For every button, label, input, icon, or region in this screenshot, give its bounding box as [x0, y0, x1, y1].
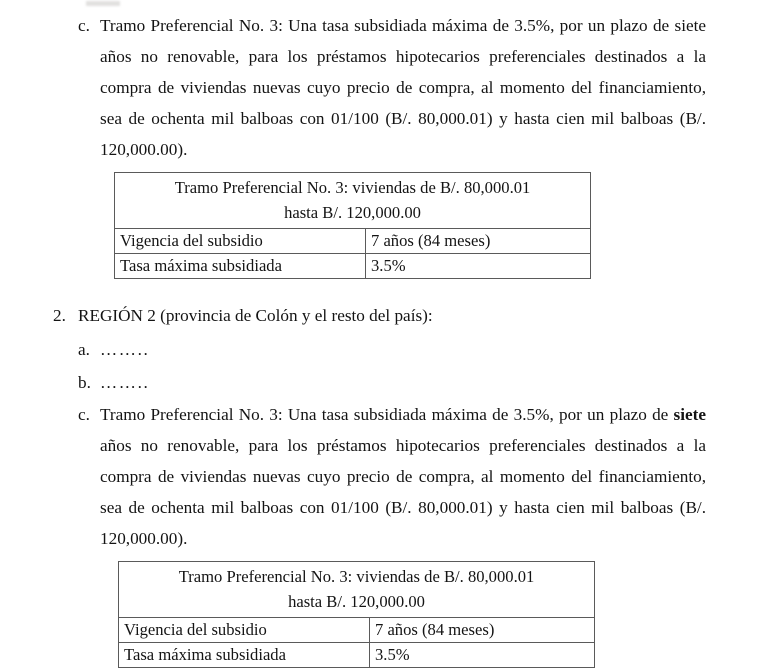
scan-artifact-smudge — [86, 1, 120, 6]
paragraph-c-first-part1: Tramo Preferencial No. 3: Una tasa subsidiada máxima de 3.5%, por un plazo de — [100, 16, 675, 35]
table-2-row-0-value: 7 años (84 meses) — [370, 618, 595, 643]
list-marker-region-2: 2. — [53, 306, 66, 325]
paragraph-c-second-part2: años no renovable, para los préstamos hipotecarios preferenciales destinados a la compra de viviendas nuevas cuyo precio de compra, al momento del financiamiento, sea de ochenta mil balboas con 01/100 (B/. 80,000.01) y hasta cien mil balboas (B/. 120,000.00). — [100, 436, 706, 548]
table-row — [119, 618, 595, 643]
subsidy-table-1 — [114, 172, 591, 279]
list-item-b-text: …….. — [100, 373, 150, 392]
list-item-b — [78, 367, 378, 398]
subsidy-table-2 — [118, 561, 595, 668]
table-2-header-line-2: hasta B/. 120,000.00 — [288, 592, 425, 611]
paragraph-c-first-emphasis: siete — [674, 16, 706, 35]
list-item-a-text: …….. — [100, 340, 150, 359]
list-item-a — [78, 334, 378, 365]
region-2-heading-text: REGIÓN 2 (provincia de Colón y el resto del país): — [78, 306, 433, 325]
table-1-row-1-value: 3.5% — [366, 254, 591, 279]
table-1-header-cell — [115, 173, 591, 229]
table-row-header — [115, 173, 591, 229]
table-2-row-1-value: 3.5% — [370, 643, 595, 668]
paragraph-c-second-text — [100, 399, 706, 585]
table-2-row-0-label: Vigencia del subsidio — [119, 618, 370, 643]
list-marker-b: b. — [78, 373, 91, 392]
table-row — [115, 229, 591, 254]
table-1-header-line-2: hasta B/. 120,000.00 — [284, 203, 421, 222]
list-marker-c-first: c. — [78, 16, 90, 35]
table-2-header-line-1: Tramo Preferencial No. 3: viviendas de B/. 80,000.01 — [178, 567, 535, 586]
list-marker-c-second: c. — [78, 405, 90, 424]
paragraph-c-second-part1: Tramo Preferencial No. 3: Una tasa subsidiada máxima de 3.5%, por un plazo de — [100, 405, 674, 424]
list-item-region-2-heading — [53, 300, 673, 331]
paragraph-c-first-text — [100, 10, 706, 196]
list-marker-a: a. — [78, 340, 90, 359]
list-item-c-first — [78, 10, 706, 196]
table-row — [119, 643, 595, 668]
table-row — [115, 254, 591, 279]
paragraph-c-second-emphasis: siete — [673, 405, 706, 424]
table-row-header — [119, 562, 595, 618]
table-1-row-0-value: 7 años (84 meses) — [366, 229, 591, 254]
table-1-row-0-label: Vigencia del subsidio — [115, 229, 366, 254]
table-1-row-1-label: Tasa máxima subsidiada — [115, 254, 366, 279]
table-2-header-cell — [119, 562, 595, 618]
list-item-c-second — [78, 399, 706, 585]
paragraph-c-first-part2: años no renovable, para los préstamos hipotecarios preferenciales destinados a la compra de viviendas nuevas cuyo precio de compra, al momento del financiamiento, sea de ochenta mil balboas con 01/100 (B/. 80,000.01) y hasta cien mil balboas (B/. 120,000.00). — [100, 47, 706, 159]
table-2-row-1-label: Tasa máxima subsidiada — [119, 643, 370, 668]
table-1-header-line-1: Tramo Preferencial No. 3: viviendas de B/. 80,000.01 — [174, 178, 531, 197]
